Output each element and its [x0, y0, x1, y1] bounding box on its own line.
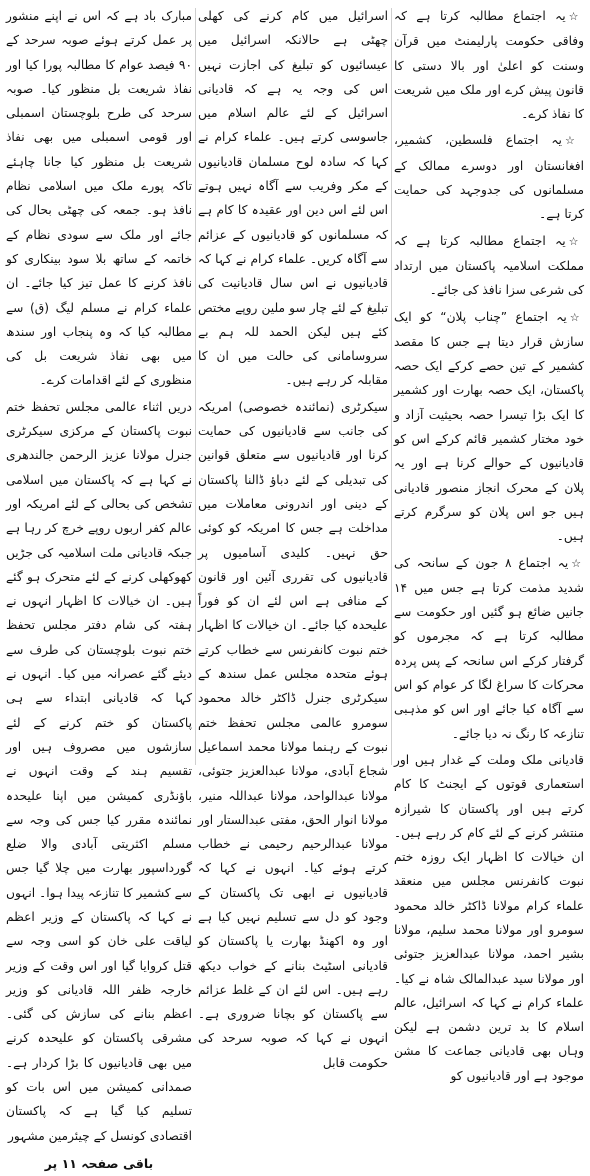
article-paragraph: مبارک باد ہے کہ اس نے اپنے منشور پر عمل کرتے ہوئے صوبہ سرحد کے ۹۰ فیصد عوام کا مطالبہ پورا کیا اور نفاذ شریعت بل منظور کیا۔ صوبہ سرحد کی طرح بلوچستان اسمبلی اور قومی اسمبلی میں بھی نفاذ شریعت بل منظور کیا جانا چاہئے تاکہ پورے ملک میں اسلامی نظام نافذ ہو۔ جمعہ کی چھٹی بحال کی جائے اور ملک سے سودی نظام کے خاتمہ کے ساتھ بلا سود بینکاری کو نافذ کرنے کا عمل تیز کیا جائے۔ ان علماء کرام نے مسلم لیگ (ق) سے مطالبہ کیا کہ وہ پنجاب اور سندھ میں بھی نفاذ شریعت بل کی منظوری کے لئے اقدامات کرے۔: [6, 9, 192, 388]
column-divider: [195, 8, 196, 765]
article-paragraph: قادیانی ملک وملت کے غدار ہیں اور استعماری قوتوں کے ایجنٹ کا کام کرتے ہیں اور پاکستان کا شیرازہ منتشر کرنے کے لئے کام کر رہے ہیں۔ ان خیالات کا اظہار ایک روزہ ختم نبوت کانفرنس مجلس میں منعقد علماء کرام مولانا ڈاکٹر خالد محمود سومرو اور مولانا محمد سلیم، مولانا بشیر احمد، مولانا عبدالعزیز جتوئی اور مولانا سید عبدالمالک شاہ نے کیا۔ علماء کرام نے کہا کہ اسرائیل، عالم اسلام کا بد ترین دشمن ہے لیکن وہاں بھی قادیانی جماعت کا مشن موجود ہے اور قادیانیوں کو: [394, 752, 584, 1083]
column-right: [394, 4, 584, 1083]
resolution-paragraph: ☆ یہ اجتماع ۸ جون کے سانحہ کی شدید مذمت کرتا ہے جس میں ۱۴ جانیں ضائع ہو گئیں اور حکومت سے مطالبہ کرتا ہے کہ مجرموں کو گرفتار کرکے اس سانحہ کے پس پردہ محرکات کا سراغ لگا کر عوام کو اس سے آگاہ کیا جائے اور اس کو مذہبی تنازعہ کا رنگ نہ دیا جائے۔: [394, 551, 584, 746]
column-left: [6, 4, 192, 1171]
article-paragraph: دریں اثناء عالمی مجلس تحفظ ختم نبوت پاکستان کے مرکزی سیکرٹری جنرل مولانا عزیز الرحمن جالندھری نے کہا ہے کہ پاکستان میں اسلامی تشخص کی بحالی کے لئے امریکہ اور عالم کفر اربوں روپے خرچ کر رہا ہے جبکہ قادیانی ملت اسلامیہ کی جڑیں کھوکھلی کرنے کے لئے متحرک ہو گئے ہیں۔ ان خیالات کا اظہار انہوں نے ہفتہ کی شام دفتر مجلس تحفظ ختم نبوت بلوچستان کی طرف سے دیئے گئے عصرانہ میں کیا۔ انہوں نے کہا کہ قادیانی ابتداء سے ہی پاکستان کو ختم کرنے کے لئے سازشوں میں مصروف ہیں اور تقسیم ہند کے وقت انہوں نے باؤنڈری کمیشن میں اپنا علیحدہ نمائندہ مقرر کیا جس کی وجہ سے مسلم اکثریتی آبادی والا ضلع گورداسپور بھارت میں چلا گیا جس سے کشمیر کا تنازعہ پیدا ہوا۔ انہوں نے کہا کہ پاکستان کے وزیر اعظم لیاقت علی خان کو اسی وجہ سے قتل کروایا گیا اور اس وقت کے وزیر خارجہ ظفر اللہ قادیانی کو وزیر اعظم بنانے کی سازش کی گئی۔ مشرقی پاکستان کو علیحدہ کرنے میں بھی قادیانیوں کا بڑا کردار ہے۔ صمدانی کمیشن میں اس بات کو تسلیم کیا گیا ہے کہ پاکستان اقتصادی کونسل کے چیئرمین مشہور: [6, 399, 192, 1143]
resolution-paragraph: ☆ یہ اجتماع ”چناب پلان“ کو ایک سازش قرار دیتا ہے جس کا مقصد کشمیر کے تین حصے کرکے ایک حصہ پاکستان، ایک حصہ بھارت اور کشمیر کا ایک بڑا تیسرا حصہ بحیثیت آزاد و خود مختار کشمیر قائم کرکے اس کو قادیانیوں کے حوالے کرنا ہے اور یہ پلان کے محرک انجاز منصور قادیانی ہیں جو اس پلان کو سرگرم کرتے ہیں۔: [394, 305, 584, 549]
resolution-paragraph: ☆ یہ اجتماع فلسطین، کشمیر، افغانستان اور دوسرے ممالک کے مسلمانوں کی جدوجہد کی حمایت کرتا ہے۔: [394, 128, 584, 226]
resolution-paragraph: ☆ یہ اجتماع مطالبہ کرتا ہے کہ مملکت اسلامیہ پاکستان میں ارتداد کی شرعی سزا نافذ کی جائے۔: [394, 229, 584, 303]
column-middle: [198, 4, 388, 1070]
article-paragraph: اسرائیل میں کام کرنے کی کھلی چھٹی ہے حالانکہ اسرائیل میں عیسائیوں کو تبلیغ کی اجازت نہیں اس کی وجہ یہ ہے کہ قادیانی اسرائیل کے لئے عالم اسلام میں جاسوسی کرتے ہیں۔ علماء کرام نے کہا کہ سادہ لوح مسلمان قادیانیوں کے مکر وفریب سے آگاہ نہیں ہوتے اس لئے اس دین اور عقیدہ کا کام ہے کہ مسلمانوں کو قادیانیوں کے عزائم سے آگاہ کریں۔ علماء کرام نے کہا کہ قادیانیوں نے اس سال قادیانیت کی تبلیغ کے لئے چار سو ملین روپے مختص کئے ہیں لیکن الحمد للہ ہم بے سروسامانی کی حالت میں ان کا مقابلہ کر رہے ہیں۔: [198, 9, 388, 388]
column-divider: [391, 8, 392, 765]
article-paragraph: سیکرٹری (نمائندہ خصوصی) امریکہ کی جانب سے قادیانیوں کی حمایت کرنا اور قادیانیوں سے متعلق قوانین کی تبدیلی کے لئے دباؤ ڈالنا پاکستان کے دینی اور اندرونی معاملات میں مداخلت ہے جس کا امریکہ کو کوئی حق نہیں۔ کلیدی آسامیوں پر قادیانیوں کی تقرری آئین اور قانون کے منافی ہے اس لئے ان کو فوراً علیحدہ کیا جائے۔ ان خیالات کا اظہار ختم نبوت کانفرنس سے خطاب کرتے ہوئے متحدہ مجلس عمل سندھ کے سیکرٹری جنرل ڈاکٹر خالد محمود سومرو عالمی مجلس تحفظ ختم نبوت کے رہنما مولانا محمد اسماعیل شجاع آبادی، مولانا عبدالعزیز جتوئی، مولانا عبدالواحد، مولانا عبداللہ منیر، مولانا انوار الحق، مفتی عبدالستار اور مولانا عبدالرحیم رحیمی نے خطاب کرتے ہوئے کیا۔ انہوں نے کہا کہ قادیانیوں نے ابھی تک پاکستان کے وجود کو دل سے تسلیم نہیں کیا ہے اور وہ اکھنڈ بھارت یا پاکستان کو قادیانی اسٹیٹ بنانے کے خواب دیکھ رہے ہیں۔ اس لئے ان کے غلط عزائم سے پاکستان کو بچانا ضروری ہے۔ انہوں نے کہا کہ صوبہ سرحد کی حکومت قابل: [198, 399, 388, 1070]
continued-on-page-label: باقی صفحہ ۱۱ پر: [44, 1155, 154, 1171]
resolution-paragraph: ☆ یہ اجتماع مطالبہ کرتا ہے کہ وفاقی حکومت پارلیمنٹ میں قرآن وسنت کو اعلیٰ اور بالا دستی کا قانون پیش کرے اور ملک میں شریعت کا نفاذ کرے۔: [394, 4, 584, 126]
